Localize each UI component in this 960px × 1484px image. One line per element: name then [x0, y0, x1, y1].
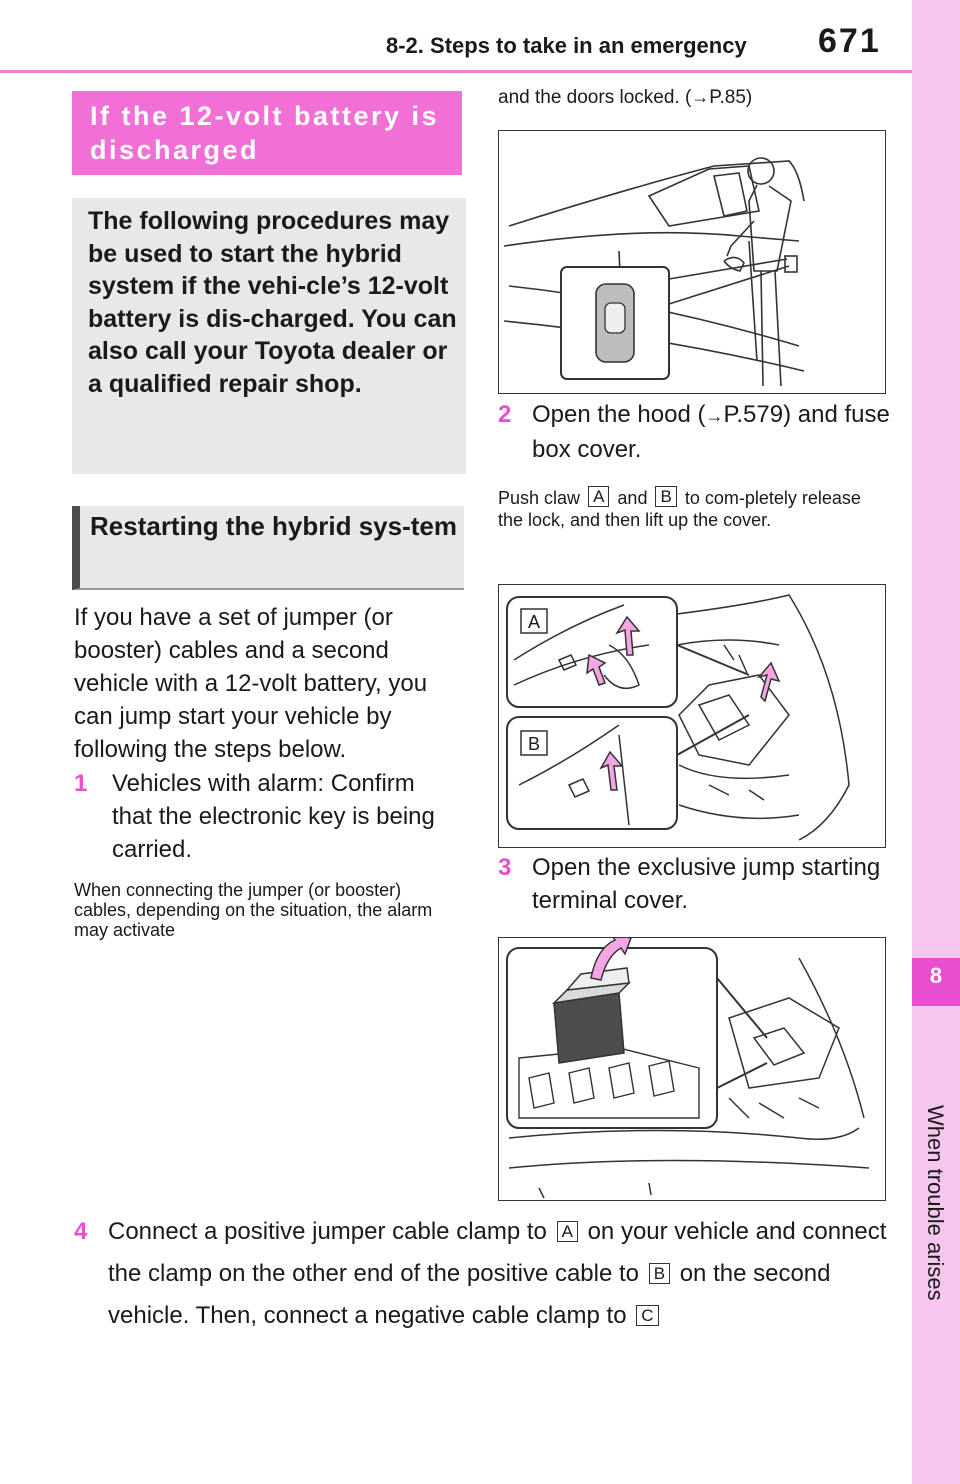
figure-label-a: A: [527, 612, 541, 632]
step-4-number: 4: [74, 1218, 88, 1245]
terminal-c-label: C: [636, 1305, 658, 1326]
step-1-note: When connecting the jumper (or booster) cables, depending on the situation, the alarm may activate: [74, 880, 433, 940]
section-title: 8-2. Steps to take in an emergency: [386, 33, 747, 58]
continued-text: [498, 87, 752, 109]
figure-electronic-key: [498, 130, 886, 394]
claw-b-label: B: [655, 486, 676, 507]
figure-jump-terminal-drawing: [499, 938, 885, 1200]
step-2-number: 2: [498, 401, 512, 428]
header-rule: [0, 70, 912, 73]
chapter-title: [920, 1105, 950, 1185]
step-4: [74, 1211, 894, 1337]
note-2-text-b: and: [617, 488, 648, 508]
intro-box: The following procedures may be used to start the hybrid system if the vehi-cle’s 12-volt battery is dis-charged. You can also call your Toyota dealer or a qualified repair shop.: [72, 198, 466, 474]
ref-arrow-icon: →: [705, 406, 724, 426]
step-4-text-a: Connect a positive jumper cable clamp to: [108, 1218, 547, 1245]
page-ref-579[interactable]: P.579) and fuse box cover.: [532, 401, 890, 463]
step-2-text: Open the hood (: [532, 401, 706, 428]
chapter-number-badge: 8: [912, 958, 960, 1006]
section-banner: If the 12-volt battery is discharged: [72, 91, 462, 175]
page-ref-85[interactable]: P.85): [709, 87, 753, 108]
continued-text-a: and the doors locked. (: [498, 87, 692, 108]
figure-fuse-box-cover: [498, 584, 886, 848]
step-2-note: [498, 486, 890, 531]
step-1: [74, 767, 454, 866]
step-4-text-b: on your vehicle and connect the clamp on the other end of the positive cable to: [108, 1218, 887, 1287]
step-2: [498, 398, 898, 466]
terminal-a-label: A: [557, 1221, 578, 1242]
intro-paragraph: If you have a set of jumper (or booster) cables and a second vehicle with a 12-volt battery, you can jump start your vehicle by following the steps below.: [74, 604, 428, 763]
figure-fuse-box-drawing: [499, 585, 885, 847]
page-number: 671: [818, 22, 881, 60]
step-1-number: 1: [74, 770, 88, 797]
figure-jump-terminal-cover: [498, 937, 886, 1201]
claw-a-label: A: [588, 486, 609, 507]
step-3-text: Open the exclusive jump starting terminal cover.: [532, 854, 881, 914]
step-3-number: 3: [498, 854, 512, 881]
ref-arrow-icon: →: [691, 87, 710, 107]
terminal-b-label: B: [649, 1263, 670, 1284]
note-2-text-a: Push claw: [498, 488, 581, 508]
figure-label-b: B: [527, 734, 541, 754]
subheading: Restarting the hybrid sys-tem: [72, 506, 464, 590]
step-3: [498, 851, 898, 917]
step-1-text: Vehicles with alarm: Confirm that the electronic key is being carried.: [112, 770, 435, 863]
figure-electronic-key-drawing: [499, 131, 885, 393]
step-4-text-c: on the second vehicle. Then, connect a negative cable clamp to: [108, 1260, 831, 1329]
note-2-text-c: to com-pletely release the lock, and then lift up the cover.: [498, 488, 861, 530]
